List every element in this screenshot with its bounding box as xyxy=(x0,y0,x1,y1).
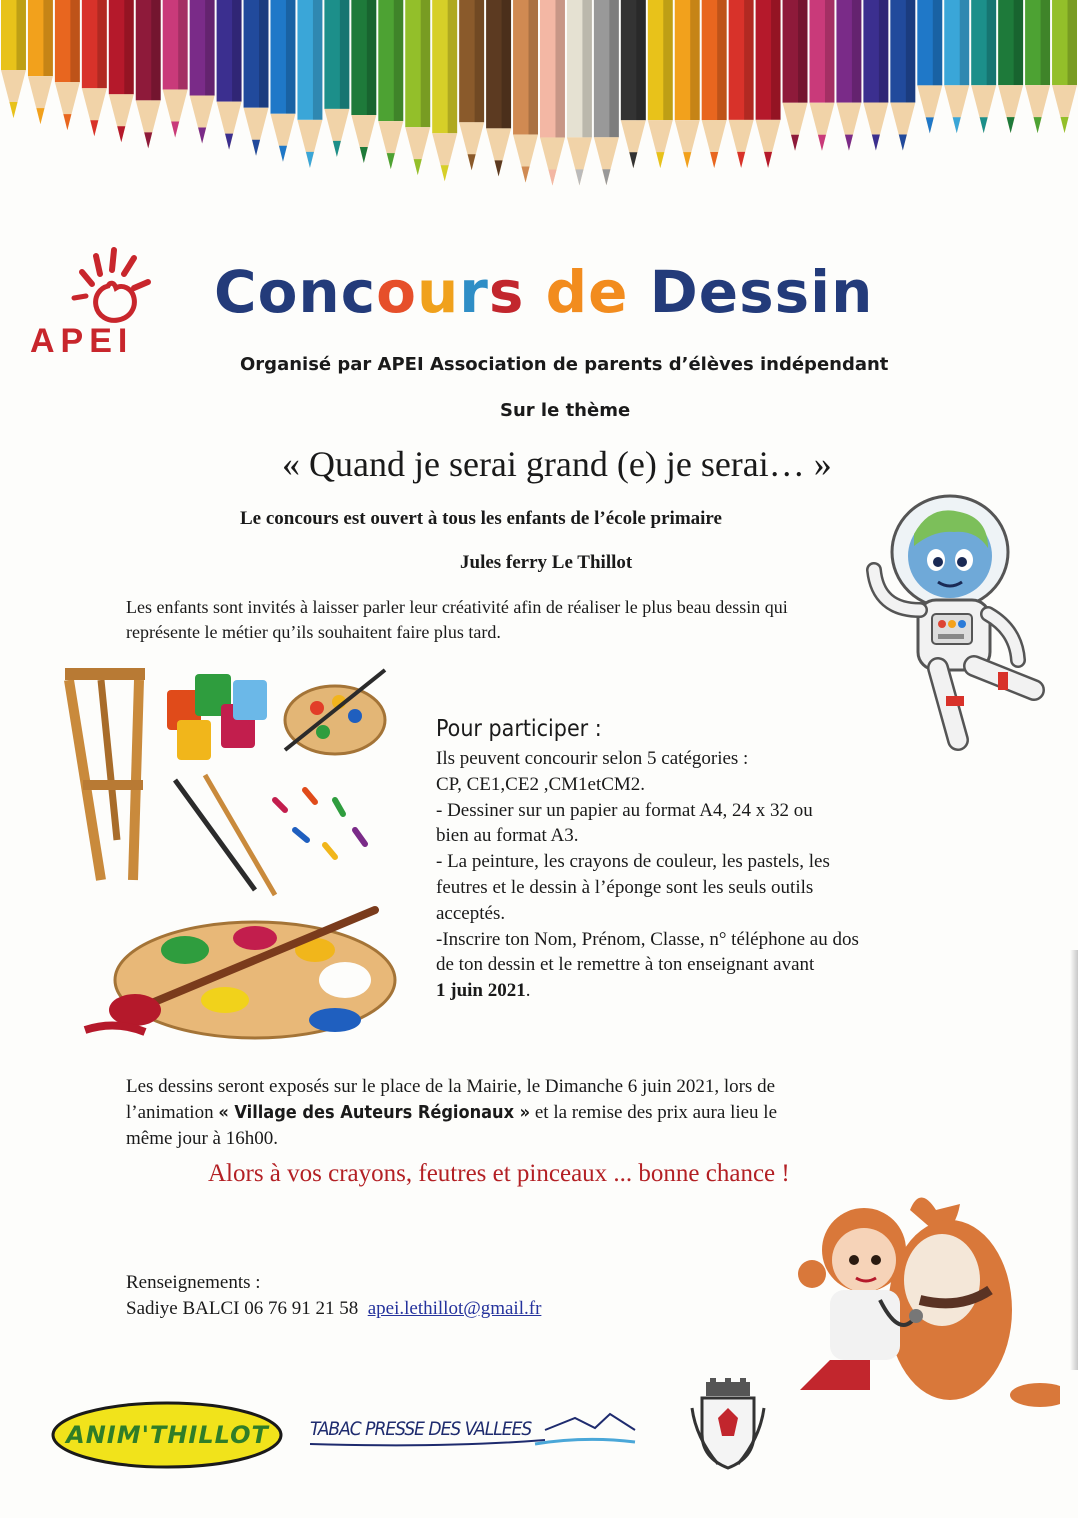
pencil xyxy=(28,0,53,124)
pencil xyxy=(648,0,673,168)
title-segment xyxy=(524,258,545,326)
expo-line-2-pre: l’animation xyxy=(126,1102,219,1123)
deadline-suffix: . xyxy=(525,980,531,1002)
pencil xyxy=(675,0,700,168)
pencil xyxy=(836,0,861,151)
theme-title: « Quand je serai grand (e) je serai… » xyxy=(282,444,832,484)
pencil xyxy=(594,0,619,185)
pencil xyxy=(783,0,808,151)
expo-line-2 xyxy=(126,1100,946,1126)
title-segment: u xyxy=(416,258,460,326)
pencil xyxy=(944,0,969,133)
pencil xyxy=(540,0,565,185)
event-name: « Village des Auteurs Régionaux » xyxy=(218,1102,531,1123)
pencil xyxy=(863,0,888,151)
pencil xyxy=(244,0,269,156)
expo-line-1: Les dessins seront exposés sur le place de la Mairie, le Dimanche 6 juin 2021, lors de xyxy=(126,1076,775,1097)
exhibition-paragraph xyxy=(126,1074,946,1152)
pencil xyxy=(567,0,592,185)
pencil xyxy=(109,0,134,142)
pencil xyxy=(810,0,835,151)
pencil xyxy=(513,0,538,182)
expo-line-3: même jour à 16h00. xyxy=(126,1128,278,1149)
contact-block xyxy=(126,1270,541,1322)
pencil xyxy=(136,0,161,148)
pencil xyxy=(971,0,996,133)
pencil xyxy=(297,0,322,168)
deadline-date: 1 juin 2021 xyxy=(436,980,526,1002)
organizer-line: Organisé par APEI Association de parents d’élèves indépendant xyxy=(240,354,889,375)
pencil xyxy=(890,0,915,150)
good-luck-line: Alors à vos crayons, feutres et pinceaux ... bonne chance ! xyxy=(208,1160,790,1187)
pencil xyxy=(378,0,403,169)
animthillot-sponsor-logo: ANIM'THILLOT xyxy=(66,1421,269,1449)
pencil xyxy=(271,0,296,162)
pencil xyxy=(702,0,727,168)
school-name: Jules ferry Le Thillot xyxy=(460,552,633,573)
rule-line: - Dessiner sur un papier au format A4, 24 x 32 ou xyxy=(436,799,813,821)
title-segment: o xyxy=(376,258,417,326)
pencil xyxy=(1025,0,1050,133)
pencil xyxy=(459,0,484,170)
theme-label: Sur le thème xyxy=(500,400,631,421)
pencil xyxy=(1,0,26,118)
girl-and-dog-illustration-icon xyxy=(760,1190,1060,1420)
intro-paragraph: Les enfants sont invités à laisser parler leur créativité afin de réaliser le plus beau dessin qui représente le métier qu’ils souhaitent faire plus tard. xyxy=(126,597,788,642)
pencil xyxy=(190,0,215,144)
title-segment: de xyxy=(545,258,629,326)
colored-pencils-banner xyxy=(0,0,1078,225)
pencil xyxy=(82,0,107,136)
eligibility-line: Le concours est ouvert à tous les enfants de l’école primaire xyxy=(240,508,722,529)
pencil xyxy=(55,0,80,130)
rule-line: de ton dessin et le remettre à ton enseignant avant xyxy=(436,954,815,976)
tabac-presse-sponsor-logo: TABAC PRESSE DES VALLEES xyxy=(310,1418,532,1440)
pencil xyxy=(432,0,457,181)
pencil xyxy=(163,0,188,137)
pencil xyxy=(621,0,646,168)
participation-heading: Pour participer : xyxy=(436,716,602,742)
pencil xyxy=(1052,0,1077,133)
participation-rules xyxy=(436,714,956,1004)
pencil xyxy=(324,0,349,157)
pencil xyxy=(998,0,1023,133)
rule-line: - La peinture, les crayons de couleur, les pastels, les xyxy=(436,851,830,873)
title-segment: Dessin xyxy=(649,258,874,326)
pencil xyxy=(405,0,430,175)
rule-line: Ils peuvent concourir selon 5 catégories : xyxy=(436,748,749,769)
pencil xyxy=(217,0,242,150)
painting-supplies-illustration-icon xyxy=(55,660,415,1050)
contact-email-link[interactable]: apei.lethillot@gmail.fr xyxy=(367,1298,542,1319)
rule-line: acceptés. xyxy=(436,902,506,924)
rule-line: CP, CE1,CE2 ,CM1etCM2. xyxy=(436,773,646,795)
pencil xyxy=(917,0,942,133)
deadline-line xyxy=(436,978,956,1004)
expo-line-2-post: et la remise des prix aura lieu le xyxy=(530,1102,778,1123)
contact-line xyxy=(126,1296,541,1322)
apei-logo-text: APEI xyxy=(30,322,134,360)
pencil xyxy=(486,0,511,176)
title-segment xyxy=(628,258,649,326)
title-segment: s xyxy=(488,258,525,326)
contact-name-phone: Sadiye BALCI 06 76 91 21 58 xyxy=(126,1298,359,1319)
pencil xyxy=(351,0,376,163)
rule-line: feutres et le dessin à l’éponge sont les seuls outils xyxy=(436,876,814,898)
pencil xyxy=(729,0,754,168)
title-segment: r xyxy=(459,258,489,326)
page-title xyxy=(214,258,873,326)
rule-line: bien au format A3. xyxy=(436,825,579,847)
town-crest-icon xyxy=(688,1378,768,1473)
scan-edge-shadow xyxy=(1070,950,1078,1370)
pencil xyxy=(756,0,781,168)
title-segment: Conc xyxy=(214,258,377,326)
contact-label: Renseignements : xyxy=(126,1272,261,1293)
rule-line: -Inscrire ton Nom, Prénom, Classe, n° téléphone au dos xyxy=(436,928,859,950)
